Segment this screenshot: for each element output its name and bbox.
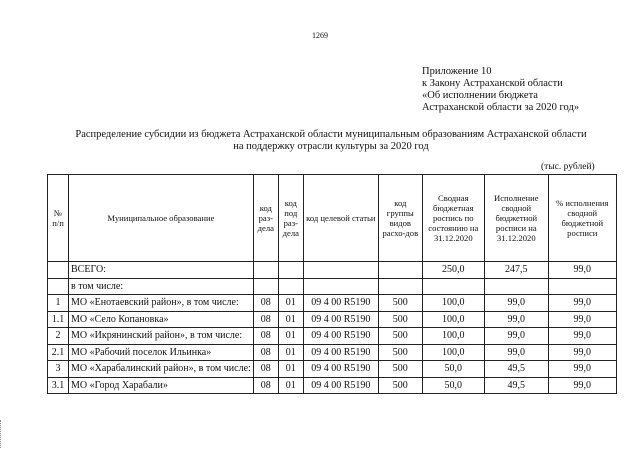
- row-group: 500: [378, 344, 422, 361]
- total-row: [48, 262, 617, 279]
- page-number: 1269: [312, 31, 328, 40]
- row-num: 1: [48, 295, 69, 312]
- row-budget: 100,0: [422, 311, 484, 328]
- row-budget: 100,0: [422, 328, 484, 345]
- row-group: 500: [378, 295, 422, 312]
- including-empty-cell: [253, 278, 278, 295]
- document-title: [40, 129, 622, 153]
- row-section: 08: [253, 361, 278, 378]
- row-percent: 99,0: [548, 328, 616, 345]
- row-group: 500: [378, 377, 422, 394]
- row-name: МО «Город Харабали»: [69, 377, 254, 394]
- row-name: МО «Село Копановка»: [69, 311, 254, 328]
- row-name: МО «Рабочий поселок Ильинка»: [69, 344, 254, 361]
- row-percent: 99,0: [548, 361, 616, 378]
- row-subsection: 01: [278, 361, 303, 378]
- table-row: [48, 361, 617, 378]
- row-execution: 99,0: [484, 295, 548, 312]
- row-section: 08: [253, 377, 278, 394]
- table-row: [48, 328, 617, 345]
- row-execution: 49,5: [484, 361, 548, 378]
- including-empty-cell: [378, 278, 422, 295]
- row-subsection: 01: [278, 311, 303, 328]
- total-percent: 99,0: [548, 262, 616, 279]
- total-num: [48, 262, 69, 279]
- table-row: [48, 295, 617, 312]
- table-row: [48, 377, 617, 394]
- row-target: 09 4 00 R5190: [303, 361, 378, 378]
- including-empty-cell: [548, 278, 616, 295]
- row-target: 09 4 00 R5190: [303, 311, 378, 328]
- appendix-header: [422, 66, 579, 114]
- title-line-2: на поддержку отрасли культуры за 2020 год: [233, 141, 429, 152]
- row-subsection: 01: [278, 295, 303, 312]
- header-execution: Исполнение сводной бюджетной росписи на 31.12.2020: [484, 175, 548, 262]
- row-target: 09 4 00 R5190: [303, 377, 378, 394]
- row-subsection: 01: [278, 377, 303, 394]
- header-target: код целевой статьи: [303, 175, 378, 262]
- including-row: [48, 278, 617, 295]
- row-budget: 50,0: [422, 377, 484, 394]
- total-execution: 247,5: [484, 262, 548, 279]
- total-empty-cell: [253, 262, 278, 279]
- row-percent: 99,0: [548, 377, 616, 394]
- row-budget: 100,0: [422, 344, 484, 361]
- row-execution: 99,0: [484, 328, 548, 345]
- table-row: [48, 344, 617, 361]
- appendix-line: «Об исполнении бюджета: [422, 90, 538, 101]
- table-row: [48, 311, 617, 328]
- total-empty-cell: [278, 262, 303, 279]
- title-line-1: Распределение субсидии из бюджета Астраханской области муниципальным образованиям Астраханской области: [75, 129, 587, 140]
- row-subsection: 01: [278, 328, 303, 345]
- including-empty-cell: [484, 278, 548, 295]
- row-budget: 100,0: [422, 295, 484, 312]
- row-execution: 49,5: [484, 377, 548, 394]
- units-label: (тыс. рублей): [541, 162, 595, 172]
- row-execution: 99,0: [484, 344, 548, 361]
- row-section: 08: [253, 311, 278, 328]
- row-num: 1.1: [48, 311, 69, 328]
- including-empty-cell: [303, 278, 378, 295]
- header-subsection: код под раз-дела: [278, 175, 303, 262]
- header-budget: Сводная бюджетная роспись по состоянию на 31.12.2020: [422, 175, 484, 262]
- row-percent: 99,0: [548, 295, 616, 312]
- row-percent: 99,0: [548, 344, 616, 361]
- row-group: 500: [378, 328, 422, 345]
- row-name: МО «Икрянинский район», в том числе:: [69, 328, 254, 345]
- header-percent: % исполнения сводной бюджетной росписи: [548, 175, 616, 262]
- row-section: 08: [253, 328, 278, 345]
- total-budget: 250,0: [422, 262, 484, 279]
- including-empty-cell: [48, 278, 69, 295]
- header-num: № п/п: [48, 175, 69, 262]
- including-empty-cell: [422, 278, 484, 295]
- row-num: 2: [48, 328, 69, 345]
- row-num: 3.1: [48, 377, 69, 394]
- table-header-row: [48, 175, 617, 262]
- including-label: в том числе:: [69, 278, 254, 295]
- total-empty-cell: [303, 262, 378, 279]
- row-percent: 99,0: [548, 311, 616, 328]
- subsidy-table: [47, 174, 617, 394]
- row-section: 08: [253, 344, 278, 361]
- row-name: МО «Харабалинский район», в том числе:: [69, 361, 254, 378]
- row-num: 3: [48, 361, 69, 378]
- including-empty-cell: [278, 278, 303, 295]
- header-municipality: Муниципальное образование: [69, 175, 254, 262]
- row-section: 08: [253, 295, 278, 312]
- row-target: 09 4 00 R5190: [303, 344, 378, 361]
- header-section: код раз-дела: [253, 175, 278, 262]
- row-num: 2.1: [48, 344, 69, 361]
- header-expense-group: код группы видов расхо-дов: [378, 175, 422, 262]
- row-target: 09 4 00 R5190: [303, 328, 378, 345]
- appendix-line: Приложение 10: [422, 66, 492, 77]
- appendix-line: Астраханской области за 2020 год»: [422, 102, 580, 113]
- row-group: 500: [378, 361, 422, 378]
- row-budget: 50,0: [422, 361, 484, 378]
- row-group: 500: [378, 311, 422, 328]
- appendix-line: к Закону Астраханской области: [422, 78, 563, 89]
- total-empty-cell: [378, 262, 422, 279]
- row-execution: 99,0: [484, 311, 548, 328]
- scan-margin-mark: [0, 420, 7, 448]
- row-name: МО «Енотаевский район», в том числе:: [69, 295, 254, 312]
- row-target: 09 4 00 R5190: [303, 295, 378, 312]
- total-label: ВСЕГО:: [69, 262, 254, 279]
- row-subsection: 01: [278, 344, 303, 361]
